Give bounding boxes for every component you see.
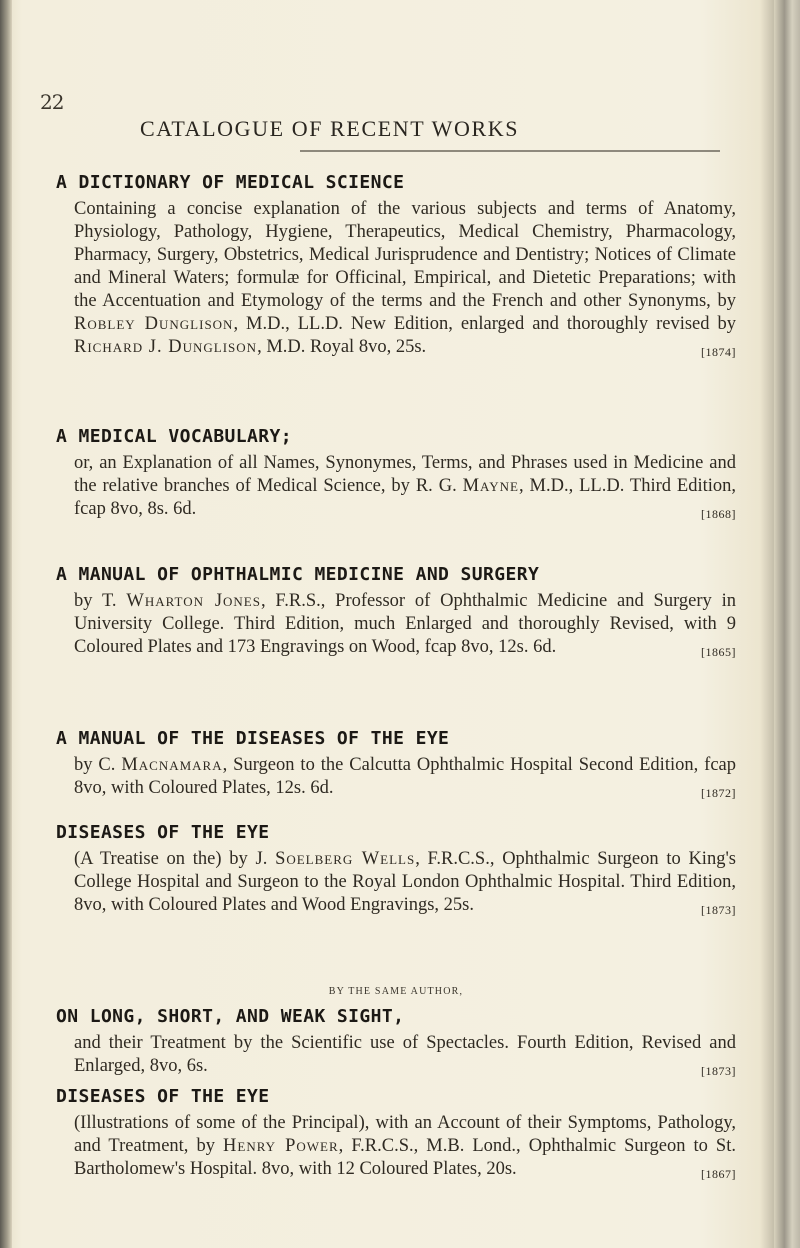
entry-text: , M.D., LL.D. New Edition, enlarged and thoroughly revised by (233, 314, 736, 334)
entry-description (74, 452, 736, 521)
entry-author: Wharton Jones (126, 591, 261, 611)
publication-year: [1868] (701, 507, 736, 521)
publication-year: [1872] (701, 786, 736, 800)
entry-title: DISEASES OF THE EYE (56, 1086, 270, 1107)
catalogue-entry (56, 822, 736, 922)
catalogue-entry (56, 1086, 736, 1186)
entry-title: A MANUAL OF THE DISEASES OF THE EYE (56, 728, 450, 749)
entry-text: (Illustrations of some of the Principal), with an Account of their Symptoms, Pathology, and Treatment, by (74, 1113, 736, 1156)
entry-description (74, 1112, 736, 1181)
entry-description (74, 754, 736, 800)
entry-author: Mayne (462, 476, 519, 496)
entry-title: A MEDICAL VOCABULARY; (56, 426, 292, 447)
entry-text: , Surgeon to the Calcutta Ophthalmic Hospital Second Edition, fcap 8vo, with Coloured Plates, 12s. 6d. (74, 755, 736, 798)
entry-title: A DICTIONARY OF MEDICAL SCIENCE (56, 172, 405, 193)
entry-text: Containing a concise explanation of the various subjects and terms of Anatomy, Physiology, Pathology, Hygiene, Therapeutics, Medical Chemistry, Pharmacology, Pharmacy, Surgery, Obstetrics, Medical Jurisprudence and Dentistry; Notices of Climate and Mineral Waters; formulæ for Officinal, Empirical, and Dietetic Preparations; with the Accentuation and Etymology of the terms and the French and other Synonyms, by (74, 199, 736, 311)
entry-text: (A Treatise on the) by J. (74, 849, 276, 869)
catalogue-entry (56, 172, 736, 364)
entry-text: , F.R.C.S., M.B. Lond., Ophthalmic Surgeon to St. Bartholomew's Hospital. 8vo, with 12 Coloured Plates, 20s. (74, 1136, 736, 1179)
entry-text: , F.R.S., Professor of Ophthalmic Medicine and Surgery in University College. Third Edition, much Enlarged and thoroughly Revised, with 9 Coloured Plates and 173 Engravings on Wood, fcap 8vo, 12s. 6d. (74, 591, 736, 657)
publication-year: [1867] (701, 1167, 736, 1181)
catalogue-entry (56, 564, 736, 664)
catalogue-entry (56, 426, 736, 526)
publication-year: [1873] (701, 1064, 736, 1078)
entry-text: , M.D. Royal 8vo, 25s. (257, 337, 427, 357)
page-number: 22 (40, 90, 64, 114)
entry-author: Soelberg Wells (275, 849, 416, 869)
by-same-author-note: BY THE SAME AUTHOR, (328, 986, 464, 997)
entry-text: by C. (74, 755, 122, 775)
catalogue-entry (56, 1006, 736, 1083)
publication-year: [1865] (701, 645, 736, 659)
entry-text: , M.D., LL.D. Third Edition, fcap 8vo, 8s. 6d. (74, 476, 736, 519)
catalogue-entry (56, 728, 736, 805)
entry-title: DISEASES OF THE EYE (56, 822, 270, 843)
entry-description (74, 848, 736, 917)
entry-title: ON LONG, SHORT, AND WEAK SIGHT, (56, 1006, 405, 1027)
entry-description (74, 590, 736, 659)
entry-description (74, 1032, 736, 1078)
entry-reviser: Richard J. Dunglison (74, 337, 258, 357)
entry-text: and their Treatment by the Scientific use of Spectacles. Fourth Edition, Revised and Enlarged, 8vo, 6s. (74, 1033, 736, 1076)
entry-text: by T. (74, 591, 127, 611)
entry-author: Robley Dunglison (74, 314, 234, 334)
running-head: CATALOGUE OF RECENT WORKS (140, 116, 520, 141)
page-gutter-shadow (0, 0, 12, 1248)
entry-description (74, 198, 736, 359)
entry-text: or, an Explanation of all Names, Synonymes, Terms, and Phrases used in Medicine and the relative branches of Medical Science, by R. G. (74, 453, 736, 496)
publication-year: [1874] (701, 345, 736, 359)
entry-text: , F.R.C.S., Ophthalmic Surgeon to King's College Hospital and Surgeon to the Royal London Ophthalmic Hospital. Third Edition, 8vo, with Coloured Plates and Wood Engravings, 25s. (74, 849, 736, 915)
page-fore-edge (774, 0, 800, 1248)
publication-year: [1873] (701, 903, 736, 917)
entry-author: Macnamara (121, 755, 223, 775)
entry-author: Henry Power (223, 1136, 339, 1156)
entry-title: A MANUAL OF OPHTHALMIC MEDICINE AND SURGERY (56, 564, 540, 585)
header-rule (300, 150, 720, 152)
